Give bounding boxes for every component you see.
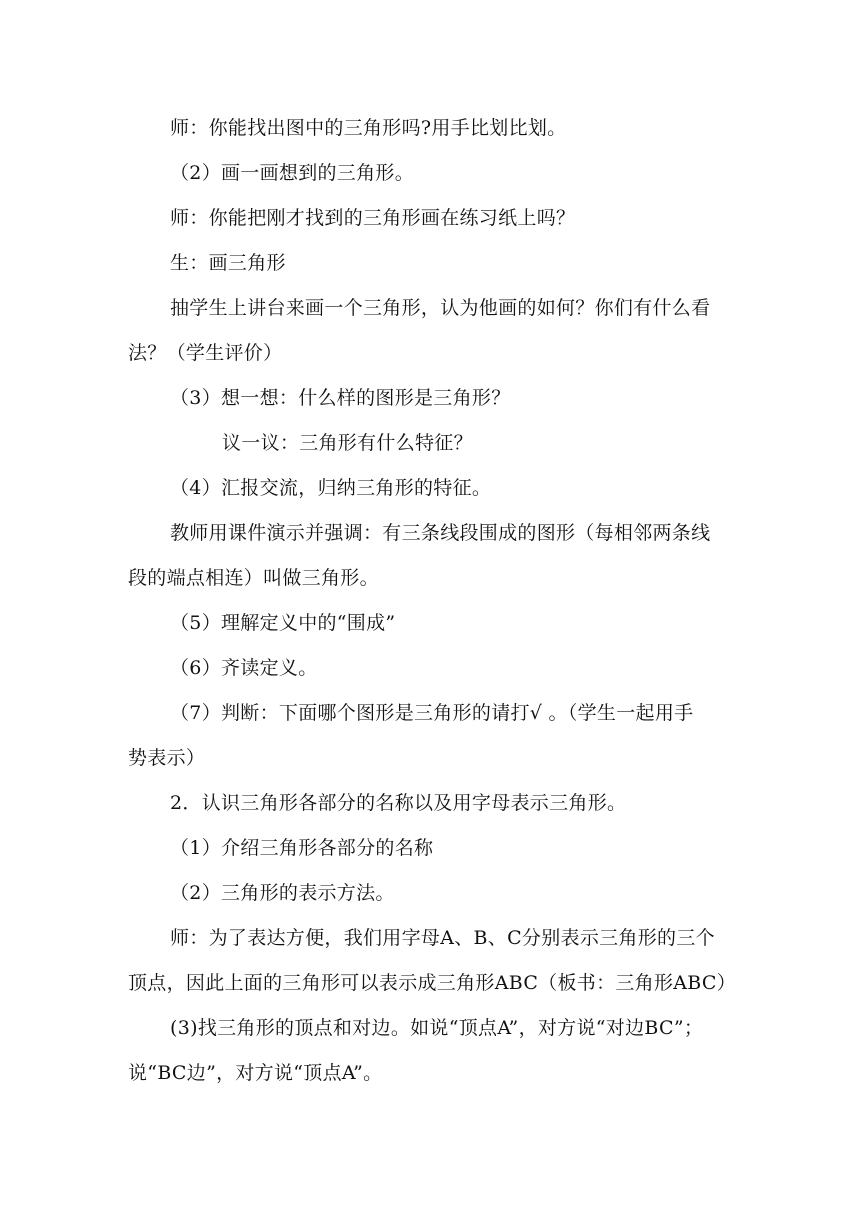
text-line-22: 说“BC边”，对方说“顶点A”。 (128, 1062, 383, 1084)
text-line-7: （3）想一想：什么样的图形是三角形？ (170, 387, 511, 409)
text-line-9: （4）汇报交流，归纳三角形的特征。 (170, 477, 492, 499)
text-line-3: 师：你能把刚才找到的三角形画在练习纸上吗？ (170, 207, 576, 229)
text-line-12: （5）理解定义中的“围成” (170, 612, 396, 634)
text-line-10: 教师用课件演示并强调：有三条线段围成的图形（每相邻两条线 (170, 522, 711, 544)
text-line-4: 生：画三角形 (170, 252, 286, 274)
text-line-21: (3)找三角形的顶点和对边。如说“顶点A”，对方说“对边BC”； (170, 1017, 704, 1039)
text-line-11: 段的端点相连）叫做三角形。 (128, 567, 379, 589)
text-line-19: 师：为了表达方便，我们用字母A、B、C分别表示三角形的三个 (170, 927, 715, 949)
text-line-8: 议一议：三角形有什么特征？ (222, 432, 473, 454)
text-line-5: 抽学生上讲台来画一个三角形，认为他画的如何？你们有什么看 (170, 297, 711, 319)
text-line-13: （6）齐读定义。 (170, 657, 318, 679)
text-line-18: （2）三角形的表示方法。 (170, 882, 395, 904)
text-line-14: （7）判断：下面哪个图形是三角形的请打√ 。（学生一起用手 (170, 702, 694, 724)
text-line-16: 2．认识三角形各部分的名称以及用字母表示三角形。 (170, 792, 627, 814)
text-line-6: 法？（学生评价） (128, 342, 283, 364)
text-line-20: 顶点，因此上面的三角形可以表示成三角形ABC（板书：三角形ABC） (128, 972, 737, 994)
text-line-15: 势表示） (128, 747, 206, 769)
text-line-2: （2）画一画想到的三角形。 (170, 162, 414, 184)
text-line-1: 师：你能找出图中的三角形吗?用手比划比划。 (170, 117, 567, 139)
text-line-17: （1）介绍三角形各部分的名称 (170, 837, 434, 859)
